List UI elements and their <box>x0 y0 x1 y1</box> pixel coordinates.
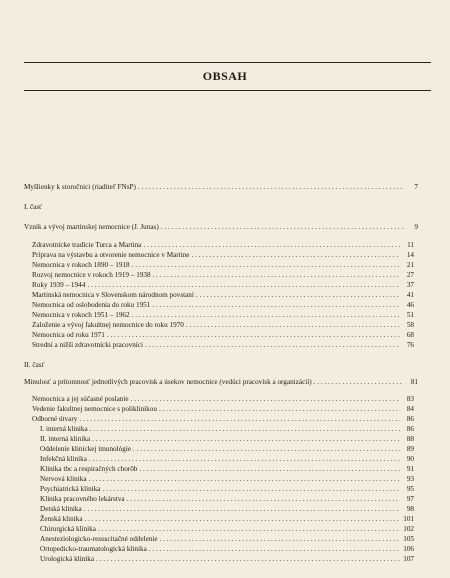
leader-dots <box>161 223 404 232</box>
leader-dots <box>191 251 400 260</box>
leader-dots <box>314 378 404 387</box>
toc-entry-label: Chirurgická klinika <box>40 525 96 533</box>
toc-entry <box>24 378 418 387</box>
toc-entry-label: Martinská nemocnica v Slovenskom národnom povstaní <box>32 291 194 299</box>
leader-dots <box>84 505 400 514</box>
toc-entry-label: Strední a nižší zdravotnícki pracovníci <box>32 341 143 349</box>
toc-entry-label: Nemocnica v rokoch 1890 – 1918 <box>32 261 130 269</box>
toc-entry <box>24 223 418 232</box>
toc-entry-page: 86 <box>406 415 414 423</box>
toc-entry-label: Nemocnica od roku 1971 <box>32 331 105 339</box>
leader-dots <box>133 445 400 454</box>
toc-entry-page: 98 <box>406 505 414 513</box>
part-heading-1: I. časť <box>24 203 43 211</box>
leader-dots <box>96 555 400 564</box>
toc-entry <box>40 535 414 544</box>
title-underline <box>24 90 431 91</box>
toc-entry <box>32 311 414 320</box>
toc-entry-label: Ortopedicko-traumatologická klinika <box>40 545 147 553</box>
toc-entry <box>32 261 414 270</box>
leader-dots <box>127 495 400 504</box>
toc-entry <box>32 321 414 330</box>
toc-entry <box>40 455 414 464</box>
toc-entry-label: Oddelenie klinickej imunológie <box>40 445 132 453</box>
toc-entry-page: 68 <box>406 331 414 339</box>
toc-entry <box>32 301 414 310</box>
toc-entry <box>40 475 414 484</box>
toc-entry-page: 14 <box>406 251 414 259</box>
toc-entry-page: 107 <box>403 555 414 563</box>
toc-entry-page: 106 <box>403 545 414 553</box>
toc-entry-label: I. interná klinika <box>40 425 88 433</box>
leader-dots <box>160 535 400 544</box>
toc-entry <box>32 415 414 424</box>
toc-entry-label: Zdravotnícke tradície Turca a Martina <box>32 241 142 249</box>
toc-entry-page: 76 <box>406 341 414 349</box>
toc-entry-label: Nemocnica v rokoch 1951 – 1962 <box>32 311 130 319</box>
toc-entry-page: 90 <box>406 455 414 463</box>
leader-dots <box>196 291 400 300</box>
toc-entry-label: Detská klinika <box>40 505 82 513</box>
toc-entry-label: Klinika pracovného lekárstva <box>40 495 125 503</box>
toc-entry-page: 21 <box>406 261 414 269</box>
leader-dots <box>89 455 400 464</box>
toc-entry <box>32 251 414 260</box>
toc-entry <box>40 525 414 534</box>
leader-dots <box>89 475 400 484</box>
toc-entry-label: Ženská klinika <box>40 515 83 523</box>
toc-entry-page: 95 <box>406 485 414 493</box>
toc-entry-page: 88 <box>406 435 414 443</box>
leader-dots <box>92 435 400 444</box>
toc-entry <box>40 425 414 434</box>
leader-dots <box>107 331 400 340</box>
toc-entry <box>32 271 414 280</box>
toc-entry-label: Nemocnica od oslobodenia do roku 1951 <box>32 301 151 309</box>
toc-entry <box>40 495 414 504</box>
toc-entry-label: Psychiatrická klinika <box>40 485 101 493</box>
toc-entry <box>40 555 414 564</box>
leader-dots <box>132 261 400 270</box>
leader-dots <box>139 465 400 474</box>
page-title: OBSAH <box>202 69 248 83</box>
toc-entry-label: Anesteziologicko-resuscitačné oddelenie <box>40 535 158 543</box>
toc-entry-page: 11 <box>407 241 414 249</box>
toc-entry-label: Vedenie fakultnej nemocnice s poliklinikou <box>32 405 157 413</box>
toc-entry-page: 27 <box>406 271 414 279</box>
leader-dots <box>87 281 400 290</box>
toc-entry <box>40 485 414 494</box>
leader-dots <box>102 485 400 494</box>
toc-entry <box>32 281 414 290</box>
toc-entry-page: 91 <box>406 465 414 473</box>
toc-entry-page: 41 <box>406 291 414 299</box>
leader-dots <box>145 341 400 350</box>
toc-entry-label: Nervová klinika <box>40 475 87 483</box>
toc-entry-label: Rozvoj nemocnice v rokoch 1919 – 1938 <box>32 271 151 279</box>
leader-dots <box>132 311 400 320</box>
top-rule <box>24 62 431 63</box>
toc-entry-page: 37 <box>406 281 414 289</box>
leader-dots <box>186 321 400 330</box>
toc-entry-label: Infekčná klinika <box>40 455 87 463</box>
leader-dots <box>79 415 400 424</box>
toc-entry-page: 105 <box>403 535 414 543</box>
toc-entry-label: Vznik a vývoj martinskej nemocnice (J. Junas) <box>24 223 159 231</box>
toc-entry <box>32 331 414 340</box>
toc-entry-label: Založenie a vývoj fakultnej nemocnice do roku 1970 <box>32 321 184 329</box>
toc-entry-page: 81 <box>410 378 418 386</box>
toc-entry-label: Príprava na výstavbu a otvorenie nemocnice v Martine <box>32 251 190 259</box>
toc-entry <box>32 405 414 414</box>
part-heading-2: II. časť <box>24 361 45 369</box>
toc-entry-page: 83 <box>406 395 414 403</box>
leader-dots <box>138 183 404 192</box>
toc-entry <box>32 241 414 250</box>
leader-dots <box>90 425 400 434</box>
toc-entry-page: 101 <box>403 515 414 523</box>
toc-entry <box>40 445 414 454</box>
toc-entry <box>40 435 414 444</box>
toc-entry <box>40 545 414 554</box>
toc-entry-label: II. interná klinika <box>40 435 91 443</box>
toc-entry <box>32 395 414 404</box>
toc-entry-page: 84 <box>406 405 414 413</box>
toc-entry-label: Odborné útvary <box>32 415 78 423</box>
toc-entry-label: Myšlienky k storočnici (riaditeľ FNsP) <box>24 183 136 191</box>
toc-entry <box>24 183 418 192</box>
toc-entry-page: 51 <box>406 311 414 319</box>
leader-dots <box>131 395 400 404</box>
toc-entry-page: 7 <box>414 183 418 191</box>
toc-entry-page: 89 <box>406 445 414 453</box>
toc-entry <box>32 341 414 350</box>
leader-dots <box>152 301 400 310</box>
toc-entry-label: Roky 1939 – 1944 <box>32 281 86 289</box>
toc-entry-page: 58 <box>406 321 414 329</box>
leader-dots <box>143 241 400 250</box>
leader-dots <box>159 405 400 414</box>
toc-entry-page: 102 <box>403 525 414 533</box>
leader-dots <box>149 545 400 554</box>
toc-entry <box>40 515 414 524</box>
toc-entry-label: Nemocnica a jej súčasné poslanie <box>32 395 129 403</box>
toc-entry-page: 93 <box>406 475 414 483</box>
toc-entry-page: 46 <box>406 301 414 309</box>
toc-entry-label: Urologická klinika <box>40 555 95 563</box>
toc-entry <box>40 505 414 514</box>
toc-entry-label: Klinika tbc a respiračných chorôb <box>40 465 138 473</box>
toc-entry <box>32 291 414 300</box>
toc-entry-label: Minulosť a prítomnosť jednotlivých pracovísk a úsekov nemocnice (vedúci pracovísk a organizácií) <box>24 378 312 386</box>
toc-entry <box>40 465 414 474</box>
leader-dots <box>85 515 400 524</box>
toc-entry-page: 9 <box>414 223 418 231</box>
toc-entry-page: 97 <box>406 495 414 503</box>
leader-dots <box>98 525 400 534</box>
leader-dots <box>153 271 400 280</box>
toc-entry-page: 86 <box>406 425 414 433</box>
